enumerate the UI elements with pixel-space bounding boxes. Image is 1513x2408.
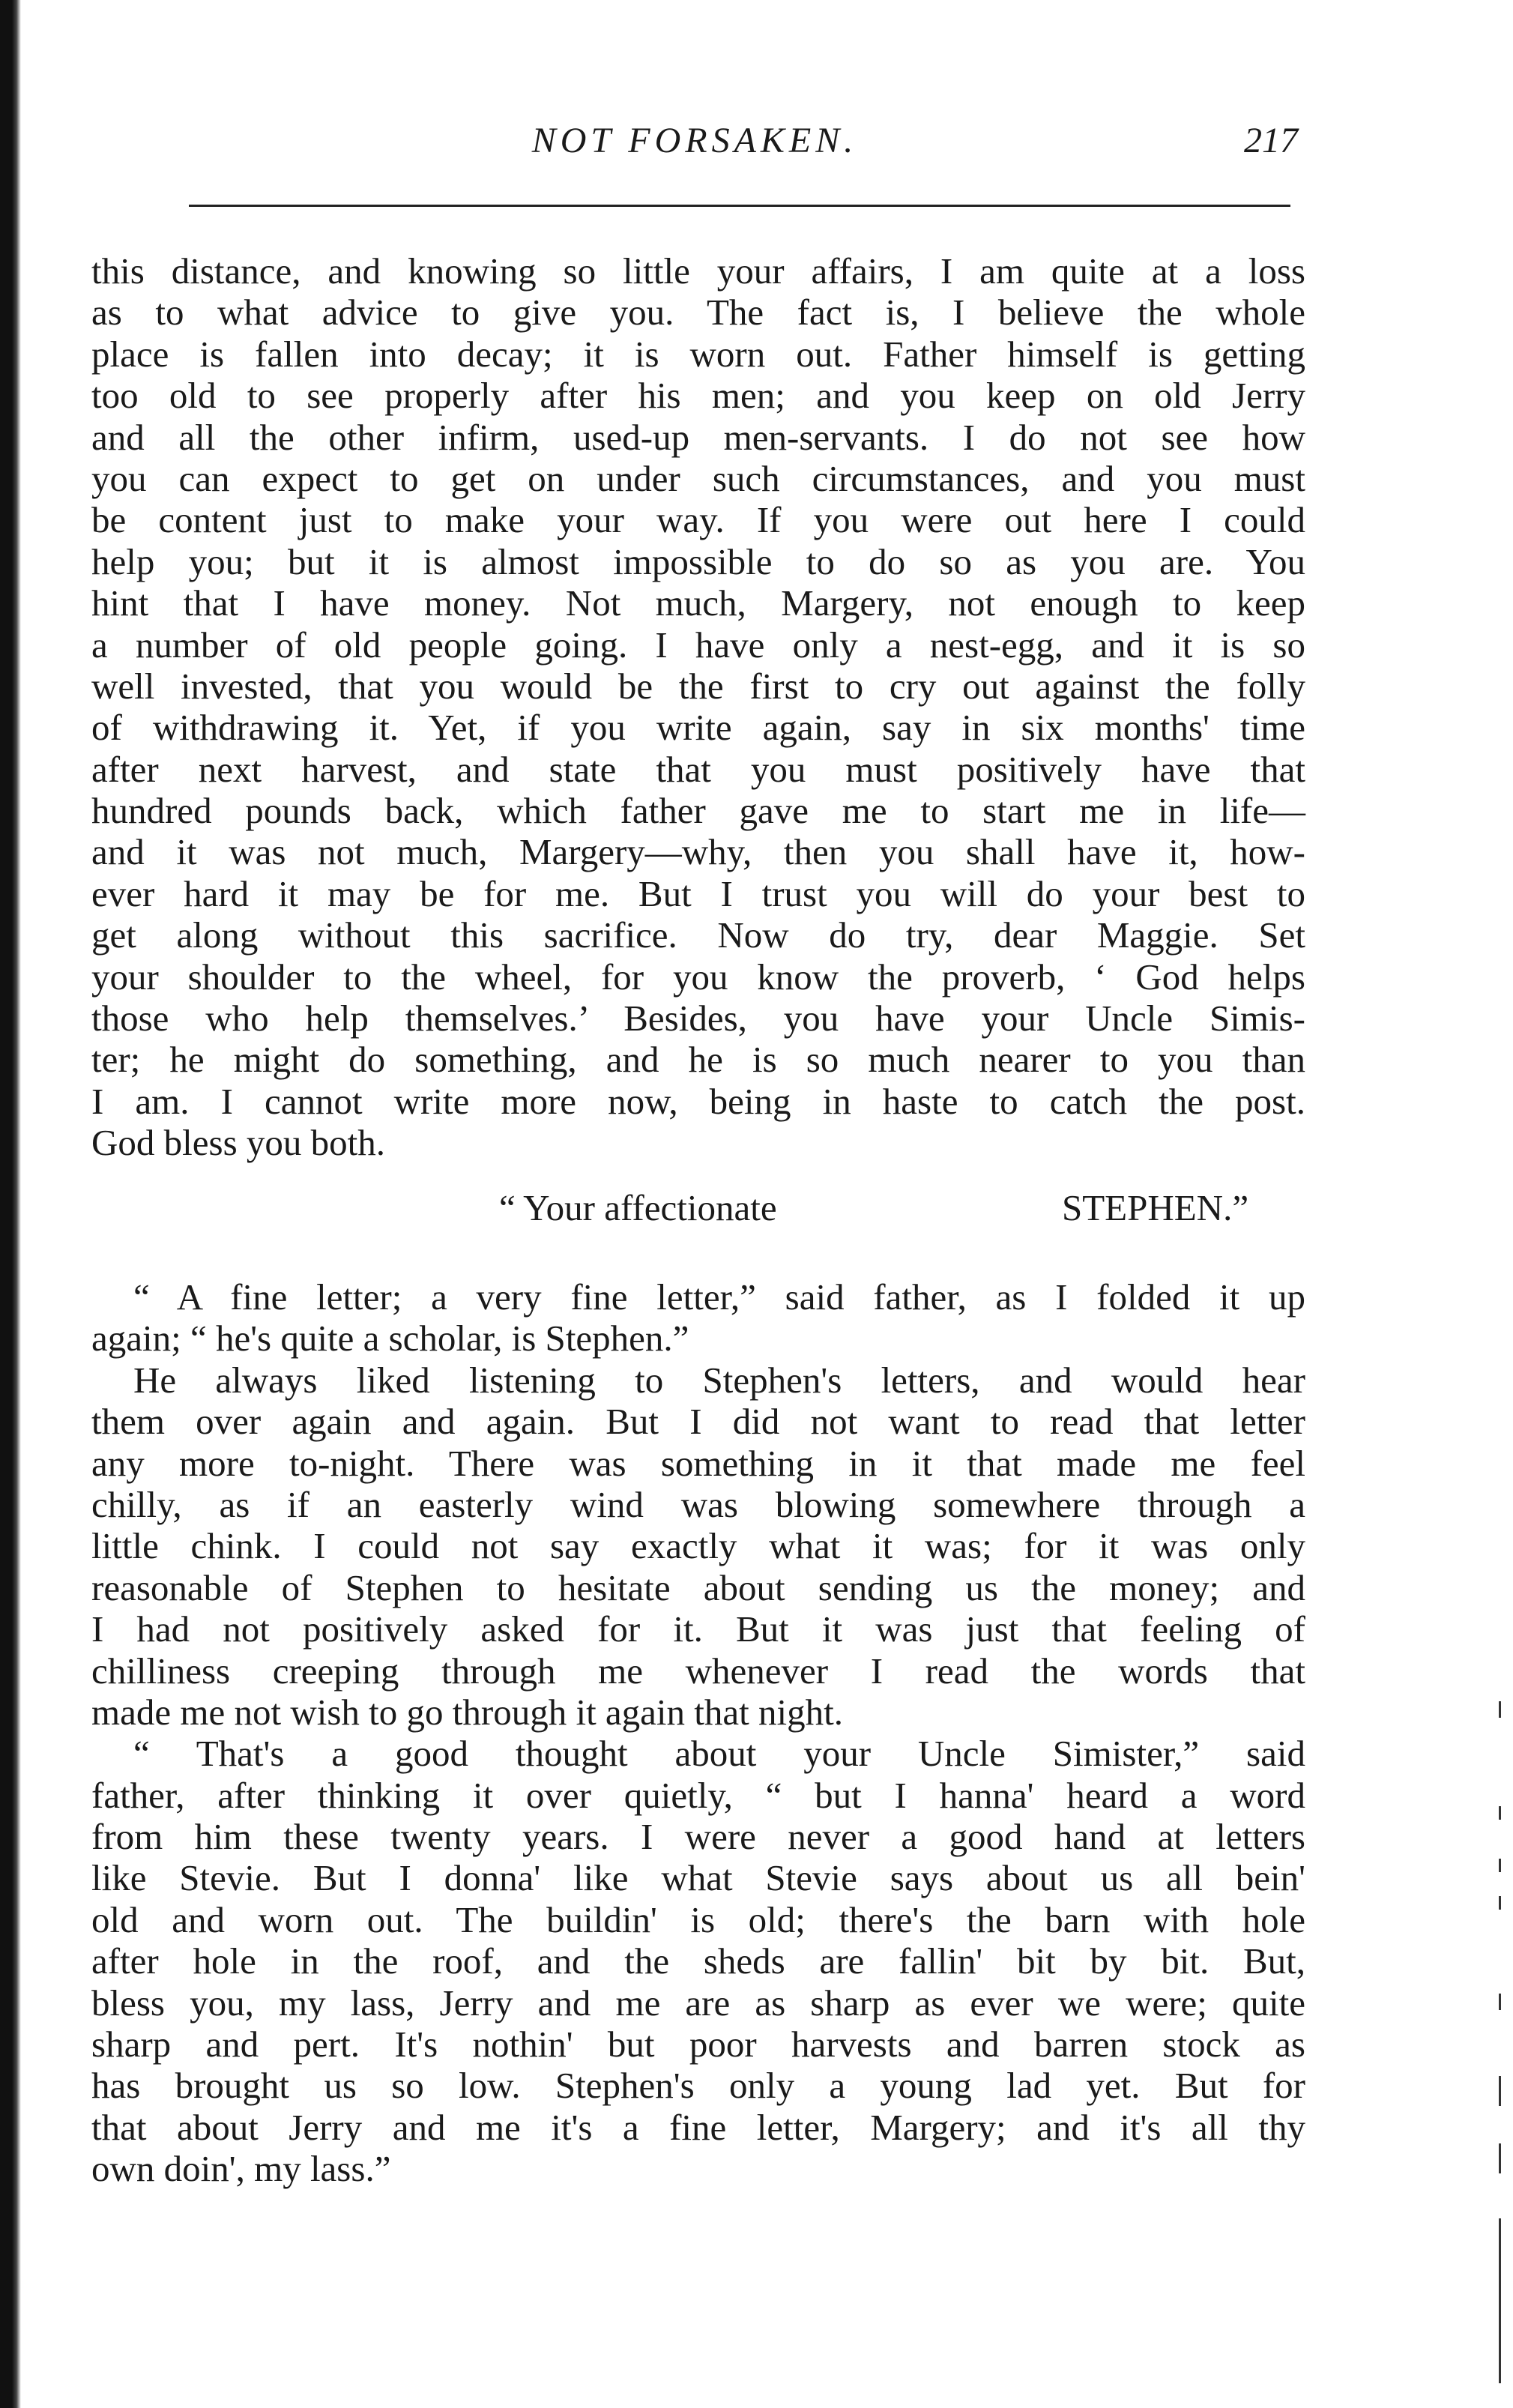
margin-mark — [1499, 1701, 1501, 1718]
text-line: He always liked listening to Stephen's letters, and would hear — [133, 1359, 1305, 1401]
text-line: any more to-night. There was something in it that made me feel — [91, 1442, 1305, 1484]
text-line: I had not positively asked for it. But it was just that feeling of — [91, 1608, 1305, 1650]
text-line: those who help themselves.’ Besides, you have your Uncle Simis- — [91, 998, 1305, 1039]
text-line: bless you, my lass, Jerry and me are as sharp as ever we were; quite — [91, 1982, 1305, 2024]
text-line: little chink. I could not say exactly what it was; for it was only — [91, 1525, 1305, 1567]
running-head — [91, 120, 1298, 172]
text-line: that about Jerry and me it's a fine letter, Margery; and it's all thy — [91, 2106, 1305, 2148]
text-line: and it was not much, Margery—why, then you shall have it, how- — [91, 831, 1305, 873]
margin-mark — [1499, 2076, 1501, 2106]
text-line: ter; he might do something, and he is so much nearer to you than — [91, 1039, 1305, 1081]
text-line: help you; but it is almost impossible to do so as you are. You — [91, 540, 1305, 582]
text-line: own doin', my lass.” — [91, 2148, 391, 2190]
text-line: reasonable of Stephen to hesitate about sending us the money; and — [91, 1566, 1305, 1608]
text-line: chilliness creeping through me whenever I read the words that — [91, 1650, 1305, 1692]
text-line: you can expect to get on under such circumstances, and you must — [91, 457, 1305, 499]
text-line: sharp and pert. It's nothin' but poor harvests and barren stock as — [91, 2024, 1305, 2065]
margin-mark — [1499, 1896, 1501, 1910]
text-line: hint that I have money. Not much, Margery, not enough to keep — [91, 582, 1305, 624]
text-line: your shoulder to the wheel, for you know the proverb, ‘ God helps — [91, 956, 1305, 998]
text-line: place is fallen into decay; it is worn out. Father himself is getting — [91, 333, 1305, 375]
text-line: get along without this sacrifice. Now do try, dear Maggie. Set — [91, 914, 1305, 956]
text-line: has brought us so low. Stephen's only a young lad yet. But for — [91, 2065, 1305, 2107]
text-line: of withdrawing it. Yet, if you write again, say in six months' time — [91, 707, 1305, 749]
text-line: like Stevie. But I donna' like what Stevie says about us all bein' — [91, 1857, 1305, 1899]
text-line: God bless you both. — [91, 1122, 385, 1164]
text-line: again; “ he's quite a scholar, is Stephen.” — [91, 1318, 689, 1360]
margin-mark — [1499, 2143, 1501, 2173]
margin-mark — [1499, 1994, 1501, 2010]
margin-mark — [1499, 2218, 1501, 2383]
narrative-text — [91, 1276, 1305, 2190]
text-line: father, after thinking it over quietly, “ but I hanna' heard a word — [91, 1774, 1305, 1816]
text-line: a number of old people going. I have only a nest-egg, and it is so — [91, 624, 1305, 666]
margin-mark — [1499, 1806, 1501, 1820]
text-line: old and worn out. The buildin' is old; there's the barn with hole — [91, 1898, 1305, 1940]
text-line: made me not wish to go through it again that night. — [91, 1691, 843, 1733]
text-line: after next harvest, and state that you must positively have that — [91, 748, 1305, 790]
letter-paragraph — [91, 250, 1305, 1164]
text-line: and all the other infirm, used-up men-servants. I do not see how — [91, 416, 1305, 458]
letter-signature — [91, 1186, 1305, 1231]
text-line: well invested, that you would be the first to cry out against the folly — [91, 665, 1305, 707]
text-line: ever hard it may be for me. But I trust you will do your best to — [91, 872, 1305, 914]
running-head-title: NOT FORSAKEN. — [531, 121, 858, 160]
text-line: I am. I cannot write more now, being in haste to catch the post. — [91, 1080, 1305, 1122]
margin-mark — [1499, 1859, 1501, 1872]
text-line: them over again and again. But I did not want to read that letter — [91, 1401, 1305, 1443]
text-line: hundred pounds back, which father gave me to start me in life— — [91, 790, 1305, 832]
signature-name: STEPHEN.” — [1062, 1187, 1249, 1228]
text-line: “ A fine letter; a very fine letter,” said father, as I folded it up — [133, 1276, 1305, 1318]
text-line: this distance, and knowing so little your affairs, I am quite at a loss — [91, 250, 1305, 292]
text-line: after hole in the roof, and the sheds are fallin' bit by bit. But, — [91, 1940, 1305, 1982]
text-line: chilly, as if an easterly wind was blowing somewhere through a — [91, 1483, 1305, 1525]
page-number: 217 — [1244, 121, 1298, 160]
signature-closing: “ Your affectionate — [499, 1187, 777, 1228]
text-line: be content just to make your way. If you were out here I could — [91, 499, 1305, 541]
header-rule — [189, 205, 1290, 207]
text-line: as to what advice to give you. The fact is, I believe the whole — [91, 292, 1305, 334]
text-line: “ That's a good thought about your Uncle Simister,” said — [133, 1733, 1305, 1775]
text-line: too old to see properly after his men; and you keep on old Jerry — [91, 375, 1305, 417]
text-line: from him these twenty years. I were never a good hand at letters — [91, 1816, 1305, 1858]
